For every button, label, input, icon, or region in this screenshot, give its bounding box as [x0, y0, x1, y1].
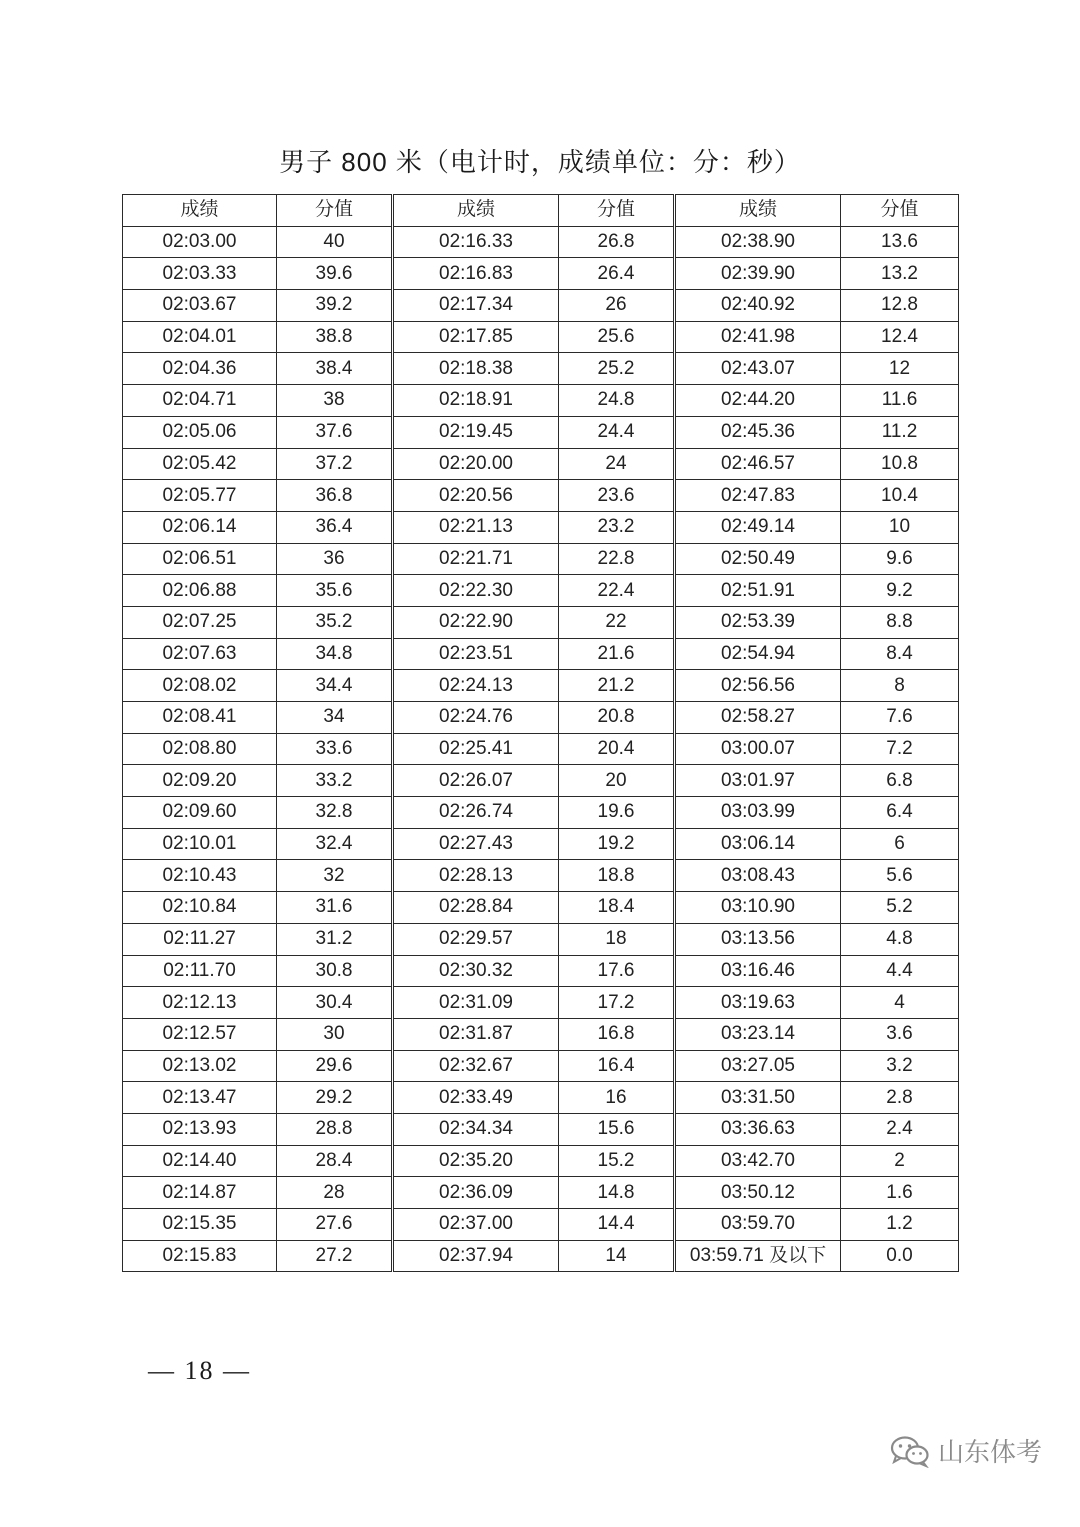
- score-points-cell: 17.6: [559, 955, 675, 987]
- table-row: [123, 258, 959, 290]
- score-points-cell: 27.6: [277, 1209, 393, 1241]
- table-row: [123, 226, 959, 258]
- score-time-cell: 02:40.92: [675, 290, 841, 322]
- table-row: [123, 828, 959, 860]
- score-points-cell: 27.2: [277, 1240, 393, 1272]
- page-number: — 18 —: [148, 1356, 251, 1385]
- score-time-cell: 02:25.41: [393, 733, 559, 765]
- score-points-cell: 37.6: [277, 416, 393, 448]
- score-points-cell: 5.6: [841, 860, 959, 892]
- score-time-cell: 03:01.97: [675, 765, 841, 797]
- score-points-cell: 2.8: [841, 1082, 959, 1114]
- table-row: [123, 290, 959, 322]
- score-time-cell: 03:13.56: [675, 923, 841, 955]
- score-time-cell: 02:46.57: [675, 448, 841, 480]
- score-points-cell: 40: [277, 226, 393, 258]
- score-time-cell: 02:35.20: [393, 1145, 559, 1177]
- score-time-cell: 02:05.77: [123, 480, 277, 512]
- score-time-cell: 02:07.25: [123, 606, 277, 638]
- score-points-cell: 12: [841, 353, 959, 385]
- score-time-cell: 02:56.56: [675, 670, 841, 702]
- score-time-cell: 02:28.13: [393, 860, 559, 892]
- table-row: [123, 955, 959, 987]
- score-time-cell: 03:16.46: [675, 955, 841, 987]
- score-time-cell: 02:53.39: [675, 606, 841, 638]
- watermark: [890, 1432, 1042, 1469]
- score-points-cell: 4: [841, 987, 959, 1019]
- score-points-cell: 2.4: [841, 1113, 959, 1145]
- score-time-cell: 03:59.71 及以下: [675, 1240, 841, 1272]
- score-points-cell: 4.4: [841, 955, 959, 987]
- score-time-cell: 02:10.01: [123, 828, 277, 860]
- score-points-cell: 36.4: [277, 511, 393, 543]
- table-row: [123, 638, 959, 670]
- score-points-cell: 39.6: [277, 258, 393, 290]
- score-points-cell: 20.8: [559, 702, 675, 734]
- score-points-cell: 26.4: [559, 258, 675, 290]
- score-points-cell: 2: [841, 1145, 959, 1177]
- score-time-cell: 02:15.83: [123, 1240, 277, 1272]
- table-row: [123, 797, 959, 829]
- score-time-cell: 02:04.71: [123, 385, 277, 417]
- score-time-cell: 02:34.34: [393, 1113, 559, 1145]
- score-points-cell: 16.4: [559, 1050, 675, 1082]
- header-cell: 成绩: [393, 195, 559, 227]
- score-time-cell: 02:03.00: [123, 226, 277, 258]
- score-time-cell: 03:59.70: [675, 1209, 841, 1241]
- score-time-cell: 02:37.94: [393, 1240, 559, 1272]
- score-points-cell: 9.6: [841, 543, 959, 575]
- table-row: [123, 765, 959, 797]
- score-points-cell: 8.8: [841, 606, 959, 638]
- score-points-cell: 34.8: [277, 638, 393, 670]
- score-table: [122, 194, 959, 1272]
- score-time-cell: 02:16.83: [393, 258, 559, 290]
- score-points-cell: 13.6: [841, 226, 959, 258]
- table-header-row: [123, 195, 959, 227]
- score-points-cell: 15.2: [559, 1145, 675, 1177]
- header-cell: 成绩: [123, 195, 277, 227]
- score-time-cell: 02:26.07: [393, 765, 559, 797]
- score-time-cell: 02:11.70: [123, 955, 277, 987]
- score-time-cell: 02:03.67: [123, 290, 277, 322]
- score-time-cell: 02:30.32: [393, 955, 559, 987]
- score-points-cell: 18.4: [559, 892, 675, 924]
- score-points-cell: 7.2: [841, 733, 959, 765]
- score-points-cell: 37.2: [277, 448, 393, 480]
- table-row: [123, 1082, 959, 1114]
- score-time-cell: 02:33.49: [393, 1082, 559, 1114]
- header-cell: 成绩: [675, 195, 841, 227]
- score-time-cell: 03:08.43: [675, 860, 841, 892]
- score-points-cell: 16: [559, 1082, 675, 1114]
- score-points-cell: 32.4: [277, 828, 393, 860]
- table-row: [123, 1113, 959, 1145]
- score-time-cell: 02:04.01: [123, 321, 277, 353]
- score-points-cell: 20: [559, 765, 675, 797]
- score-points-cell: 9.2: [841, 575, 959, 607]
- score-time-cell: 03:06.14: [675, 828, 841, 860]
- score-points-cell: 29.2: [277, 1082, 393, 1114]
- score-points-cell: 36.8: [277, 480, 393, 512]
- score-points-cell: 3.6: [841, 1018, 959, 1050]
- score-time-cell: 02:15.35: [123, 1209, 277, 1241]
- score-time-cell: 02:21.13: [393, 511, 559, 543]
- score-time-cell: 02:05.42: [123, 448, 277, 480]
- score-points-cell: 13.2: [841, 258, 959, 290]
- table-row: [123, 1209, 959, 1241]
- score-time-cell: 02:18.38: [393, 353, 559, 385]
- score-points-cell: 7.6: [841, 702, 959, 734]
- score-points-cell: 31.2: [277, 923, 393, 955]
- score-points-cell: 28.8: [277, 1113, 393, 1145]
- score-points-cell: 26.8: [559, 226, 675, 258]
- score-points-cell: 21.2: [559, 670, 675, 702]
- score-points-cell: 36: [277, 543, 393, 575]
- score-time-cell: 02:16.33: [393, 226, 559, 258]
- score-time-cell: 02:36.09: [393, 1177, 559, 1209]
- score-time-cell: 02:27.43: [393, 828, 559, 860]
- score-time-cell: 02:44.20: [675, 385, 841, 417]
- score-time-cell: 02:50.49: [675, 543, 841, 575]
- score-points-cell: 1.2: [841, 1209, 959, 1241]
- score-points-cell: 24.8: [559, 385, 675, 417]
- score-time-cell: 03:36.63: [675, 1113, 841, 1145]
- score-time-cell: 02:06.14: [123, 511, 277, 543]
- table-row: [123, 353, 959, 385]
- score-points-cell: 29.6: [277, 1050, 393, 1082]
- score-points-cell: 35.2: [277, 606, 393, 638]
- score-points-cell: 33.2: [277, 765, 393, 797]
- score-points-cell: 6.8: [841, 765, 959, 797]
- score-points-cell: 30: [277, 1018, 393, 1050]
- score-time-cell: 02:17.34: [393, 290, 559, 322]
- table-row: [123, 448, 959, 480]
- score-points-cell: 30.4: [277, 987, 393, 1019]
- score-points-cell: 12.8: [841, 290, 959, 322]
- score-points-cell: 20.4: [559, 733, 675, 765]
- score-time-cell: 02:39.90: [675, 258, 841, 290]
- score-time-cell: 02:29.57: [393, 923, 559, 955]
- table-body: [123, 226, 959, 1272]
- table-row: [123, 575, 959, 607]
- score-points-cell: 21.6: [559, 638, 675, 670]
- score-points-cell: 10.4: [841, 480, 959, 512]
- score-points-cell: 14.4: [559, 1209, 675, 1241]
- table-row: [123, 1177, 959, 1209]
- score-points-cell: 23.6: [559, 480, 675, 512]
- score-points-cell: 11.6: [841, 385, 959, 417]
- table-row: [123, 543, 959, 575]
- score-points-cell: 28: [277, 1177, 393, 1209]
- score-time-cell: 02:37.00: [393, 1209, 559, 1241]
- score-time-cell: 02:54.94: [675, 638, 841, 670]
- score-points-cell: 28.4: [277, 1145, 393, 1177]
- score-points-cell: 0.0: [841, 1240, 959, 1272]
- table-row: [123, 511, 959, 543]
- score-time-cell: 02:26.74: [393, 797, 559, 829]
- score-time-cell: 02:32.67: [393, 1050, 559, 1082]
- score-time-cell: 03:23.14: [675, 1018, 841, 1050]
- score-time-cell: 02:51.91: [675, 575, 841, 607]
- table-row: [123, 1050, 959, 1082]
- table-row: [123, 702, 959, 734]
- score-time-cell: 02:22.30: [393, 575, 559, 607]
- score-time-cell: 02:19.45: [393, 416, 559, 448]
- score-time-cell: 02:28.84: [393, 892, 559, 924]
- score-points-cell: 22: [559, 606, 675, 638]
- score-time-cell: 03:10.90: [675, 892, 841, 924]
- score-time-cell: 02:05.06: [123, 416, 277, 448]
- score-points-cell: 32.8: [277, 797, 393, 829]
- score-time-cell: 02:14.40: [123, 1145, 277, 1177]
- score-points-cell: 14: [559, 1240, 675, 1272]
- score-time-cell: 02:41.98: [675, 321, 841, 353]
- score-points-cell: 19.6: [559, 797, 675, 829]
- table-row: [123, 1018, 959, 1050]
- score-time-cell: 03:42.70: [675, 1145, 841, 1177]
- score-points-cell: 11.2: [841, 416, 959, 448]
- score-points-cell: 5.2: [841, 892, 959, 924]
- score-time-cell: 03:19.63: [675, 987, 841, 1019]
- score-points-cell: 34.4: [277, 670, 393, 702]
- score-time-cell: 02:06.88: [123, 575, 277, 607]
- header-cell: 分值: [559, 195, 675, 227]
- table-row: [123, 416, 959, 448]
- score-time-cell: 02:14.87: [123, 1177, 277, 1209]
- score-points-cell: 23.2: [559, 511, 675, 543]
- score-points-cell: 18: [559, 923, 675, 955]
- score-time-cell: 02:21.71: [393, 543, 559, 575]
- table-row: [123, 1240, 959, 1272]
- header-cell: 分值: [277, 195, 393, 227]
- score-points-cell: 10.8: [841, 448, 959, 480]
- header-cell: 分值: [841, 195, 959, 227]
- score-points-cell: 38.4: [277, 353, 393, 385]
- table-row: [123, 385, 959, 417]
- score-points-cell: 15.6: [559, 1113, 675, 1145]
- score-time-cell: 02:20.56: [393, 480, 559, 512]
- score-points-cell: 16.8: [559, 1018, 675, 1050]
- score-time-cell: 02:08.41: [123, 702, 277, 734]
- score-points-cell: 30.8: [277, 955, 393, 987]
- score-time-cell: 02:11.27: [123, 923, 277, 955]
- score-time-cell: 02:17.85: [393, 321, 559, 353]
- score-time-cell: 02:24.13: [393, 670, 559, 702]
- score-time-cell: 02:43.07: [675, 353, 841, 385]
- score-time-cell: 02:13.02: [123, 1050, 277, 1082]
- table-row: [123, 321, 959, 353]
- score-points-cell: 8: [841, 670, 959, 702]
- score-time-cell: 02:08.80: [123, 733, 277, 765]
- score-points-cell: 32: [277, 860, 393, 892]
- watermark-text: 山东体考: [938, 1437, 1043, 1467]
- score-points-cell: 39.2: [277, 290, 393, 322]
- score-points-cell: 25.6: [559, 321, 675, 353]
- score-time-cell: 02:58.27: [675, 702, 841, 734]
- score-time-cell: 02:06.51: [123, 543, 277, 575]
- score-time-cell: 02:09.60: [123, 797, 277, 829]
- score-points-cell: 22.8: [559, 543, 675, 575]
- score-time-cell: 02:10.84: [123, 892, 277, 924]
- score-time-cell: 02:18.91: [393, 385, 559, 417]
- table-row: [123, 987, 959, 1019]
- score-points-cell: 24.4: [559, 416, 675, 448]
- score-time-cell: 02:31.09: [393, 987, 559, 1019]
- table-row: [123, 923, 959, 955]
- score-points-cell: 33.6: [277, 733, 393, 765]
- score-time-cell: 02:45.36: [675, 416, 841, 448]
- score-points-cell: 38.8: [277, 321, 393, 353]
- score-points-cell: 24: [559, 448, 675, 480]
- score-points-cell: 17.2: [559, 987, 675, 1019]
- score-time-cell: 03:50.12: [675, 1177, 841, 1209]
- score-points-cell: 19.2: [559, 828, 675, 860]
- score-points-cell: 35.6: [277, 575, 393, 607]
- score-points-cell: 1.6: [841, 1177, 959, 1209]
- score-time-cell: 02:31.87: [393, 1018, 559, 1050]
- score-time-cell: 02:13.93: [123, 1113, 277, 1145]
- score-time-cell: 03:03.99: [675, 797, 841, 829]
- score-time-cell: 02:09.20: [123, 765, 277, 797]
- score-time-cell: 03:27.05: [675, 1050, 841, 1082]
- score-points-cell: 8.4: [841, 638, 959, 670]
- score-time-cell: 02:38.90: [675, 226, 841, 258]
- table-row: [123, 670, 959, 702]
- table-row: [123, 860, 959, 892]
- wechat-icon: [890, 1434, 930, 1468]
- score-points-cell: 14.8: [559, 1177, 675, 1209]
- score-time-cell: 02:07.63: [123, 638, 277, 670]
- score-points-cell: 34: [277, 702, 393, 734]
- score-time-cell: 03:31.50: [675, 1082, 841, 1114]
- table-row: [123, 733, 959, 765]
- score-time-cell: 02:10.43: [123, 860, 277, 892]
- table-row: [123, 892, 959, 924]
- table-row: [123, 606, 959, 638]
- score-time-cell: 02:12.57: [123, 1018, 277, 1050]
- score-points-cell: 18.8: [559, 860, 675, 892]
- score-time-cell: 03:00.07: [675, 733, 841, 765]
- score-points-cell: 6: [841, 828, 959, 860]
- score-time-cell: 02:12.13: [123, 987, 277, 1019]
- score-points-cell: 25.2: [559, 353, 675, 385]
- score-time-cell: 02:22.90: [393, 606, 559, 638]
- score-points-cell: 6.4: [841, 797, 959, 829]
- page-title: 男子 800 米（电计时，成绩单位：分：秒）: [279, 147, 801, 177]
- table-row: [123, 480, 959, 512]
- score-time-cell: 02:20.00: [393, 448, 559, 480]
- score-time-cell: 02:03.33: [123, 258, 277, 290]
- score-time-cell: 02:24.76: [393, 702, 559, 734]
- score-points-cell: 4.8: [841, 923, 959, 955]
- score-time-cell: 02:49.14: [675, 511, 841, 543]
- score-points-cell: 26: [559, 290, 675, 322]
- score-time-cell: 02:04.36: [123, 353, 277, 385]
- score-time-cell: 02:23.51: [393, 638, 559, 670]
- score-time-cell: 02:47.83: [675, 480, 841, 512]
- score-points-cell: 12.4: [841, 321, 959, 353]
- score-points-cell: 22.4: [559, 575, 675, 607]
- score-time-cell: 02:13.47: [123, 1082, 277, 1114]
- score-time-cell: 02:08.02: [123, 670, 277, 702]
- score-points-cell: 31.6: [277, 892, 393, 924]
- score-points-cell: 38: [277, 385, 393, 417]
- score-points-cell: 3.2: [841, 1050, 959, 1082]
- score-points-cell: 10: [841, 511, 959, 543]
- table-row: [123, 1145, 959, 1177]
